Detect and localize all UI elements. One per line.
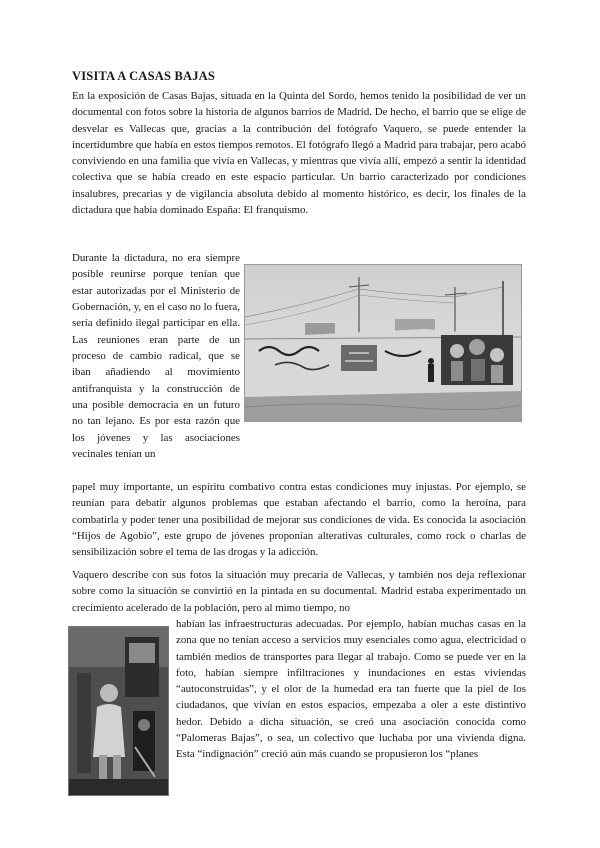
page-title: VISITA A CASAS BAJAS	[72, 69, 216, 83]
paragraph-dictatorship-wrapped: Durante la dictadura, no era siempre posible reunirse porque tenían que estar autorizadas por el Ministerio de Gobernación, y, en el caso no lo fuera, sería definido ilegal participar en ella. Las reuniones eran parte de un proceso de cambio radical, que se iban añadiendo al movimiento antifranquista y la construcción de una posible democracia en un futuro no tan lejano. Es por esta razón que los jóvenes y las asociaciones vecinales tenían un	[72, 252, 240, 461]
mural-wall-illustration	[245, 265, 521, 421]
house-interior-photo	[68, 626, 169, 796]
paragraph-dictatorship-continued: papel muy importante, un espíritu combativo contra estas condiciones muy injustas. Por ejemplo, se reunían para debatir algunos problemas que estaban afectando el barrio, como la heroína, para combatirla y poder tener una posibilidad de mejorar sus condiciones de vida. Es conocida la asociación “Hijos de Agobio”, este grupo de jóvenes proponían alterativas culturales, como rock o charlas de sensibilización sobre el tema de las drogas y la adicción.	[72, 481, 526, 559]
paragraph-intro: En la exposición de Casas Bajas, situada en la Quinta del Sordo, hemos tenido la posibilidad de ver un documental con fotos sobre la historia de algunos barrios de Madrid. De hecho, el barrio que se elige de desvelar es Vallecas que, gracias a la contribución del fotógrafo Vaquero, se puede entender la incertidumbre que había en estos tiempos remotos. El fotógrafo llegó a Madrid para trabajar, pero acabó conviviendo en una familia que vivía en Vallecas, y mientras que vivía allí, empezó a sentir la identidad colectiva que se había creado en este espacio particular. Un barrio caracterizado por condiciones insalubres, precarias y de vigilancia absoluta debido al momento histórico, es decir, los finales de la dictadura que había dominado España: El franquismo.	[72, 90, 526, 217]
house-interior-illustration	[69, 627, 168, 795]
paragraph-vaquero: Vaquero describe con sus fotos la situación muy precaria de Vallecas, y también nos deja reflexionar sobre como la situación se convirtió en la pintada en su documental. Madrid estaba experimentado un crecimiento acelerado de la población, pero al mimo tiempo, no	[72, 569, 526, 614]
paragraph-infrastructure-wrapped: habían las infraestructuras adecuadas. Por ejemplo, habían muchas casas en la zona que no tenían acceso a servicios muy esenciales como agua, electricidad o también medios de transportes para llegar al trabajo. Como se puede ver en la foto, habían siempre infiltraciones y inundaciones en estas viviendas “autoconstruidas”, y el olor de la humedad era tan fuerte que la piel de los ciudadanos, que vivían en estos espacios, empezaba a oler a este distintivo hedor. Debido a dicha situación, se creó una asociación conocida como “Palomeras Bajas”, o sea, un colectivo que luchaba por una vivienda digna. Esta “indignación” creció aún más cuando se propusieron los “planes	[176, 618, 526, 761]
mural-wall-photo	[244, 264, 522, 422]
